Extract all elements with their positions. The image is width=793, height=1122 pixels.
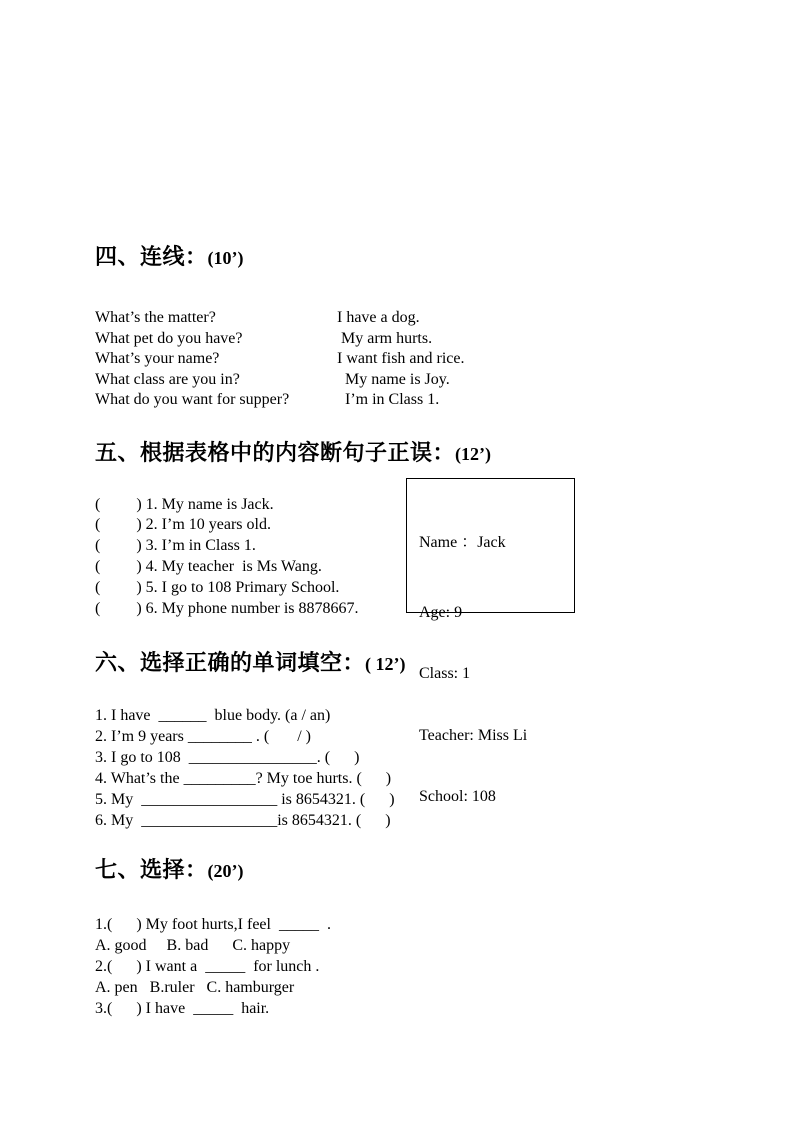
matching-question: What’s the matter? xyxy=(95,309,216,326)
section-heading-matching xyxy=(95,243,753,272)
info-box-line: Age: 9 xyxy=(419,603,463,621)
true-false-item: ( ) 4. My teacher is Ms Wang. xyxy=(95,558,322,576)
matching-row xyxy=(95,390,753,411)
matching-row xyxy=(95,349,753,370)
info-box-line: Teacher: Miss Li xyxy=(419,726,528,744)
matching-question: What do you want for supper? xyxy=(95,391,290,408)
matching-question: What’s your name? xyxy=(95,350,220,367)
info-box-name-line: Name ：Jack xyxy=(419,534,506,551)
matching-answer: I want fish and rice. xyxy=(337,350,465,367)
section-heading-true-false-text: 五、根据表格中的内容断句子正误： xyxy=(95,439,456,465)
section-heading-fill-blanks-text: 六、选择正确的单词填空： xyxy=(95,649,366,675)
info-box-line: School: 108 xyxy=(419,788,496,805)
multiple-choice-item: 2.( ) I want a _____ for lunch . xyxy=(95,957,320,975)
multiple-choice-list xyxy=(95,914,753,1019)
section-heading-multiple-choice-text: 七、选择： xyxy=(95,856,208,882)
section-heading-matching-text: 四、连线： xyxy=(95,244,208,269)
fill-blanks-item: 6. My _________________is 8654321. ( ) xyxy=(95,811,391,829)
fill-blanks-item: 2. I’m 9 years ________ . ( / ) xyxy=(95,727,311,745)
multiple-choice-options: A. good B. bad C. happy xyxy=(95,936,291,954)
matching-answer: My arm hurts. xyxy=(337,329,433,347)
info-box-line: Class: 1 xyxy=(419,665,471,682)
info-box xyxy=(406,478,575,805)
matching-answer: I’m in Class 1. xyxy=(337,391,440,408)
matching-list xyxy=(95,308,753,411)
section-heading-fill-blanks-score: ( 12’) xyxy=(365,653,406,674)
section-heading-true-false xyxy=(95,439,753,468)
section-heading-multiple-choice-score: (20’) xyxy=(207,860,244,881)
fill-blanks-item: 1. I have ______ blue body. (a / an) xyxy=(95,706,331,724)
fill-blanks-item: 5. My _________________ is 8654321. ( ) xyxy=(95,790,395,808)
matching-answer: My name is Joy. xyxy=(337,370,450,388)
true-false-item: ( ) 6. My phone number is 8878667. xyxy=(95,600,359,618)
matching-question: What class are you in? xyxy=(95,370,240,388)
matching-question: What pet do you have? xyxy=(95,329,243,347)
matching-answer: I have a dog. xyxy=(337,309,420,326)
multiple-choice-item: 1.( ) My foot hurts,I feel _____ . xyxy=(95,915,331,933)
true-false-item: ( ) 2. I’m 10 years old. xyxy=(95,516,271,534)
matching-row xyxy=(95,308,753,329)
section-heading-true-false-score: (12’) xyxy=(455,443,491,464)
multiple-choice-options: A. pen B.ruler C. hamburger xyxy=(95,978,295,996)
section-heading-matching-score: (10’) xyxy=(207,248,244,268)
section-heading-multiple-choice xyxy=(95,856,753,885)
true-false-item: ( ) 1. My name is Jack. xyxy=(95,495,274,513)
matching-row xyxy=(95,370,753,391)
true-false-item: ( ) 5. I go to 108 Primary School. xyxy=(95,579,340,597)
fill-blanks-item: 3. I go to 108 ________________. ( ) xyxy=(95,748,360,766)
fill-blanks-item: 4. What’s the _________? My toe hurts. ( ) xyxy=(95,769,392,787)
multiple-choice-item: 3.( ) I have _____ hair. xyxy=(95,999,270,1017)
matching-row xyxy=(95,329,753,350)
true-false-item: ( ) 3. I’m in Class 1. xyxy=(95,537,256,555)
